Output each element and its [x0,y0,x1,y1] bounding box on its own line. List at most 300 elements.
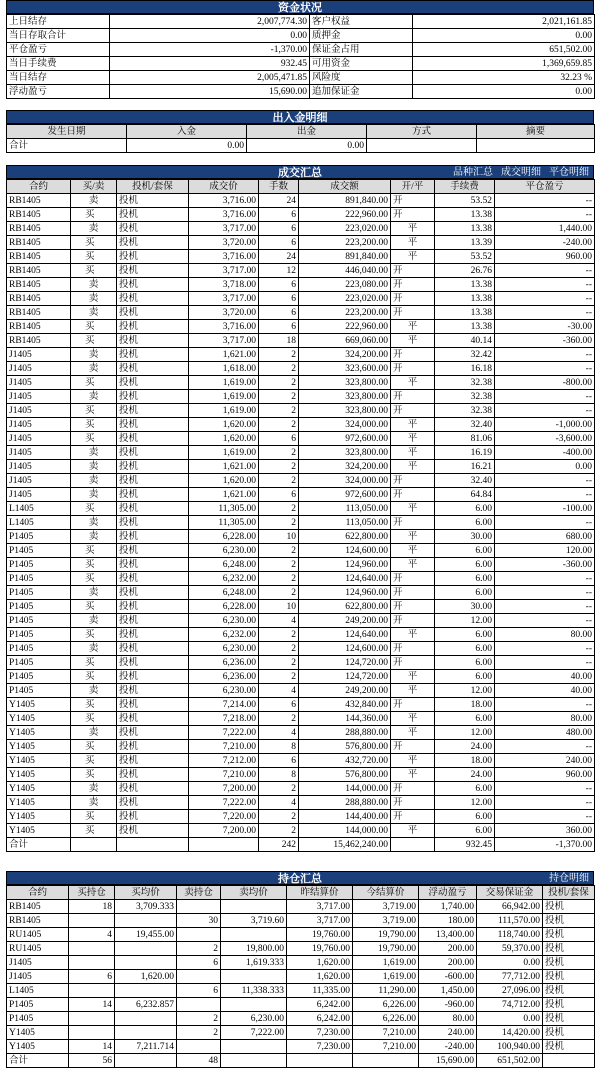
trades-cell: 投机 [117,712,189,726]
trades-cell: 开 [391,614,435,628]
positions-cell: J1405 [7,970,69,984]
trades-cell: 卖 [71,516,117,530]
positions-links [541,872,589,886]
table-row [7,376,595,390]
trades-cell: -- [495,516,595,530]
trades-cell: 24 [259,250,299,264]
table-row [7,782,595,796]
trades-cell: 11,305.00 [189,516,259,530]
trades-cell: L1405 [7,516,71,530]
trades-cell: 53.52 [435,250,495,264]
trades-cell: 223,020.00 [299,222,391,236]
funds-value: 932.45 [110,57,310,71]
positions-cell [177,998,221,1012]
trades-cell: -- [495,614,595,628]
trades-cell: 6.00 [435,572,495,586]
table-row [7,1026,595,1040]
funds-value: 0.00 [413,29,595,43]
trades-total-cell: 932.45 [435,838,495,852]
trades-cell: 2 [259,460,299,474]
trades-cell: 卖 [71,306,117,320]
trades-cell: 2 [259,712,299,726]
positions-cell: 59,370.00 [477,942,543,956]
trades-cell: 6 [259,432,299,446]
table-row [7,544,595,558]
funds-label: 追加保证金 [310,85,413,99]
trades-cell: 6.00 [435,544,495,558]
table-row [7,970,595,984]
trades-cell: P1405 [7,628,71,642]
positions-cell [115,914,177,928]
funds-value: 651,502.00 [413,43,595,57]
trades-total-cell [189,838,259,852]
table-row [7,712,595,726]
trades-cell: 7,220.00 [189,810,259,824]
trades-cell: 投机 [117,390,189,404]
trades-cell: 446,040.00 [299,264,391,278]
trades-cell: 卖 [71,278,117,292]
positions-cell: 11,338.333 [221,984,287,998]
positions-cell: RU1405 [7,928,69,942]
trades-cell: P1405 [7,530,71,544]
trades-cell: 6 [259,278,299,292]
trades-cell: 2 [259,502,299,516]
trades-cell: P1405 [7,642,71,656]
trades-cell: 投机 [117,362,189,376]
trades-cell: -- [495,642,595,656]
inout-section [6,110,594,153]
trades-total-cell [391,838,435,852]
trades-cell: 投机 [117,474,189,488]
table-row [7,236,595,250]
positions-cell: 7,230.00 [287,1026,353,1040]
positions-cell: RU1405 [7,942,69,956]
positions-cell: 1,619.333 [221,956,287,970]
trades-cell: 16.19 [435,446,495,460]
trades-cell: 669,060.00 [299,334,391,348]
positions-cell [115,1012,177,1026]
positions-section [6,871,594,1068]
table-row [7,404,595,418]
trades-cell: 144,360.00 [299,712,391,726]
positions-cell: 7,222.00 [221,1026,287,1040]
trades-total-cell [117,838,189,852]
positions-cell [69,942,115,956]
trades-cell: -- [495,474,595,488]
trades-cell: P1405 [7,656,71,670]
trades-cell: 开 [391,782,435,796]
trades-cell: 6 [259,754,299,768]
positions-cell [69,984,115,998]
trades-cell: 16.18 [435,362,495,376]
trades-cell: Y1405 [7,754,71,768]
table-row [7,306,595,320]
trades-cell: 平 [391,334,435,348]
trades-cell: 买 [71,572,117,586]
trades-cell: 240.00 [495,754,595,768]
trades-cell: 3,720.00 [189,236,259,250]
trades-cell: 64.84 [435,488,495,502]
trades-cell: 买 [71,740,117,754]
trades-cell: 6.00 [435,810,495,824]
positions-cell: 19,790.00 [353,928,419,942]
positions-header: 投机/套保 [543,886,595,900]
trades-cell: 223,200.00 [299,306,391,320]
trades-cell: 买 [71,824,117,838]
positions-cell: 2 [177,1026,221,1040]
trades-cell: -- [495,488,595,502]
table-row [7,900,595,914]
positions-title-text: 持仓汇总 [278,873,322,885]
trades-cell: 2 [259,348,299,362]
table-row [7,488,595,502]
trades-cell: 1,621.00 [189,488,259,502]
trades-cell: 144,000.00 [299,824,391,838]
trades-cell: 2 [259,810,299,824]
trades-cell: 投机 [117,306,189,320]
trades-cell: 平 [391,236,435,250]
trades-cell: Y1405 [7,712,71,726]
trades-cell: 1,619.00 [189,390,259,404]
funds-value: 0.00 [413,85,595,99]
table-row [7,942,595,956]
trades-cell: 6,228.00 [189,600,259,614]
trades-cell: 1,619.00 [189,404,259,418]
trades-cell: 开 [391,278,435,292]
trades-cell: 124,640.00 [299,628,391,642]
trades-cell: 6 [259,698,299,712]
trades-cell: 26.76 [435,264,495,278]
funds-label: 风险度 [310,71,413,85]
table-row [7,446,595,460]
trades-cell: 6.00 [435,712,495,726]
positions-cell: L1405 [7,984,69,998]
trades-cell: 买 [71,376,117,390]
positions-title [6,871,594,885]
trades-cell: 投机 [117,488,189,502]
trades-cell: 81.06 [435,432,495,446]
positions-cell: 200.00 [419,942,477,956]
positions-header: 合约 [7,886,69,900]
trades-cell: 7,210.00 [189,768,259,782]
trades-cell: 6,232.00 [189,628,259,642]
trades-cell: J1405 [7,432,71,446]
table-row [7,362,595,376]
trades-cell: 32.40 [435,474,495,488]
trades-cell: J1405 [7,376,71,390]
positions-cell: 80.00 [419,1012,477,1026]
positions-link[interactable]: 持仓明细 [549,873,589,884]
trades-cell: 开 [391,208,435,222]
trades-cell: L1405 [7,502,71,516]
positions-cell: Y1405 [7,1026,69,1040]
table-row [7,586,595,600]
positions-cell: 14,420.00 [477,1026,543,1040]
trades-cell: 113,050.00 [299,502,391,516]
trades-cell: 投机 [117,222,189,236]
trades-cell: 6.00 [435,656,495,670]
trades-cell: Y1405 [7,824,71,838]
table-row [7,824,595,838]
trades-cell: 6.00 [435,782,495,796]
trades-cell: -- [495,348,595,362]
trades-cell: 卖 [71,530,117,544]
trades-cell: 投机 [117,250,189,264]
table-row [7,810,595,824]
table-row [7,320,595,334]
trades-cell: 12 [259,264,299,278]
positions-cell [177,928,221,942]
trades-cell: 开 [391,698,435,712]
trades-cell: 投机 [117,726,189,740]
trades-cell: 1,620.00 [189,418,259,432]
trades-cell: 投机 [117,502,189,516]
trades-cell: 2 [259,516,299,530]
trades-cell: 平 [391,544,435,558]
trades-cell: 124,960.00 [299,558,391,572]
trades-link[interactable]: 平仓明细 [549,167,589,178]
trades-cell: 投机 [117,558,189,572]
trades-cell: 开 [391,264,435,278]
trades-cell: 买 [71,754,117,768]
trades-section [6,165,594,852]
trades-cell: 买 [71,334,117,348]
positions-total-cell: 48 [177,1054,221,1068]
trades-cell: RB1405 [7,250,71,264]
trades-cell: 投机 [117,208,189,222]
positions-cell: 19,455.00 [115,928,177,942]
trades-cell: -- [495,656,595,670]
trades-cell: 1,621.00 [189,460,259,474]
trades-cell: 891,840.00 [299,250,391,264]
positions-total-cell [115,1054,177,1068]
inout-header: 摘要 [477,125,595,139]
trades-cell: 投机 [117,194,189,208]
trades-cell: 投机 [117,418,189,432]
trades-cell: RB1405 [7,334,71,348]
inout-total-cell: 合计 [7,139,127,153]
table-row [7,670,595,684]
trades-cell: RB1405 [7,306,71,320]
trades-link[interactable]: 成交明细 [501,167,541,178]
positions-cell [69,956,115,970]
positions-cell: 7,211.714 [115,1040,177,1054]
trades-cell: 投机 [117,796,189,810]
trades-cell: 3,716.00 [189,320,259,334]
positions-cell: RB1405 [7,900,69,914]
trades-cell: 324,200.00 [299,460,391,474]
trades-cell: 买 [71,502,117,516]
trades-cell: 投机 [117,376,189,390]
trades-cell: 1,618.00 [189,362,259,376]
trades-cell: 2 [259,670,299,684]
trades-cell: 40.00 [495,670,595,684]
trades-cell: 323,800.00 [299,390,391,404]
positions-total-cell [287,1054,353,1068]
trades-cell: -- [495,810,595,824]
trades-cell: 324,000.00 [299,474,391,488]
trades-cell: 投机 [117,768,189,782]
table-row [7,292,595,306]
positions-cell [69,1012,115,1026]
trades-cell: 1,620.00 [189,432,259,446]
funds-row [7,57,595,71]
positions-cell: 6,232.857 [115,998,177,1012]
positions-cell: 77,712.00 [477,970,543,984]
trades-cell: 开 [391,810,435,824]
trades-cell: 6,230.00 [189,684,259,698]
trades-cell: 卖 [71,194,117,208]
trades-cell: 324,200.00 [299,348,391,362]
positions-header: 卖均价 [221,886,287,900]
table-row [7,1012,595,1026]
table-row [7,502,595,516]
trades-cell: -- [495,390,595,404]
trades-cell: 13.39 [435,236,495,250]
trades-link[interactable]: 品种汇总 [453,167,493,178]
trades-cell: Y1405 [7,810,71,824]
trades-cell: 投机 [117,810,189,824]
positions-cell: 投机 [543,900,595,914]
positions-cell: 180.00 [419,914,477,928]
trades-cell: P1405 [7,544,71,558]
trades-cell: 开 [391,740,435,754]
trades-cell: 开 [391,362,435,376]
positions-cell: 1,740.00 [419,900,477,914]
funds-value: 2,021,161.85 [413,15,595,29]
positions-cell: 投机 [543,1012,595,1026]
trades-cell: 投机 [117,642,189,656]
positions-cell: 6 [177,984,221,998]
positions-cell: 30 [177,914,221,928]
trades-cell: 6 [259,292,299,306]
trades-cell: 144,000.00 [299,782,391,796]
trades-cell: 124,720.00 [299,670,391,684]
trades-cell: 买 [71,712,117,726]
positions-cell [177,1040,221,1054]
inout-header: 出金 [247,125,367,139]
trades-cell: 开 [391,572,435,586]
trades-cell: 1,619.00 [189,376,259,390]
trades-cell: 3,717.00 [189,264,259,278]
trades-cell: 13.38 [435,278,495,292]
trades-cell: 680.00 [495,530,595,544]
trades-total-row [7,838,595,852]
trades-cell: 投机 [117,684,189,698]
trades-cell: 6 [259,236,299,250]
trades-cell: 13.38 [435,306,495,320]
positions-header: 浮动盈亏 [419,886,477,900]
positions-cell: 14 [69,998,115,1012]
trades-cell: 开 [391,586,435,600]
table-row [7,768,595,782]
trades-cell: 投机 [117,516,189,530]
trades-cell: 10 [259,600,299,614]
trades-cell: 32.38 [435,404,495,418]
positions-cell: 3,709.333 [115,900,177,914]
table-row [7,194,595,208]
trades-cell: P1405 [7,586,71,600]
positions-header: 昨结算价 [287,886,353,900]
trades-cell: 32.38 [435,376,495,390]
trades-cell: 124,960.00 [299,586,391,600]
funds-value: 2,007,774.30 [110,15,310,29]
table-row [7,628,595,642]
funds-table [6,14,595,99]
table-row [7,432,595,446]
trades-cell: 2 [259,656,299,670]
trades-cell: 960.00 [495,250,595,264]
trades-cell: 432,720.00 [299,754,391,768]
trades-cell: 卖 [71,684,117,698]
trades-cell: 323,800.00 [299,446,391,460]
trades-cell: 卖 [71,614,117,628]
positions-total-cell: 15,690.00 [419,1054,477,1068]
positions-cell [177,900,221,914]
trades-cell: 开 [391,306,435,320]
trades-cell: 12.00 [435,796,495,810]
trades-cell: -400.00 [495,446,595,460]
trades-cell: RB1405 [7,278,71,292]
positions-cell: 118,740.00 [477,928,543,942]
positions-cell: 11,335.00 [287,984,353,998]
table-row [7,334,595,348]
trades-cell: 平 [391,530,435,544]
trades-title-text: 成交汇总 [278,167,322,179]
positions-table [6,885,595,1068]
trades-cell: 开 [391,600,435,614]
trades-cell: 288,880.00 [299,796,391,810]
positions-cell: 6,242.00 [287,1012,353,1026]
table-row [7,614,595,628]
trades-cell: 卖 [71,726,117,740]
positions-header: 买持仓 [69,886,115,900]
trades-cell: -- [495,796,595,810]
trades-cell: 平 [391,768,435,782]
positions-cell: 13,400.00 [419,928,477,942]
trades-cell: -- [495,600,595,614]
trades-cell: 6.00 [435,586,495,600]
trades-total-cell: 242 [259,838,299,852]
trades-cell: 13.38 [435,208,495,222]
positions-cell: 1,619.00 [353,956,419,970]
trades-cell: 288,880.00 [299,726,391,740]
inout-total-cell [367,139,477,153]
trades-cell: 平 [391,628,435,642]
trades-cell: 3,720.00 [189,306,259,320]
trades-cell: 买 [71,432,117,446]
positions-cell: RB1405 [7,914,69,928]
trades-cell: 平 [391,250,435,264]
positions-cell [115,942,177,956]
trades-cell: 投机 [117,698,189,712]
trades-cell: 卖 [71,796,117,810]
trades-cell: 卖 [71,390,117,404]
positions-cell: 1,620.00 [287,970,353,984]
positions-header: 今结算价 [353,886,419,900]
positions-cell [221,998,287,1012]
positions-cell: 0.00 [477,1012,543,1026]
trades-total-cell: 15,462,240.00 [299,838,391,852]
trades-cell: 6,232.00 [189,572,259,586]
positions-cell: 100,940.00 [477,1040,543,1054]
trades-header: 买/卖 [71,180,117,194]
table-row [7,418,595,432]
trades-cell: 7,218.00 [189,712,259,726]
trades-cell: -- [495,740,595,754]
positions-cell: 19,800.00 [221,942,287,956]
trades-cell: -- [495,362,595,376]
